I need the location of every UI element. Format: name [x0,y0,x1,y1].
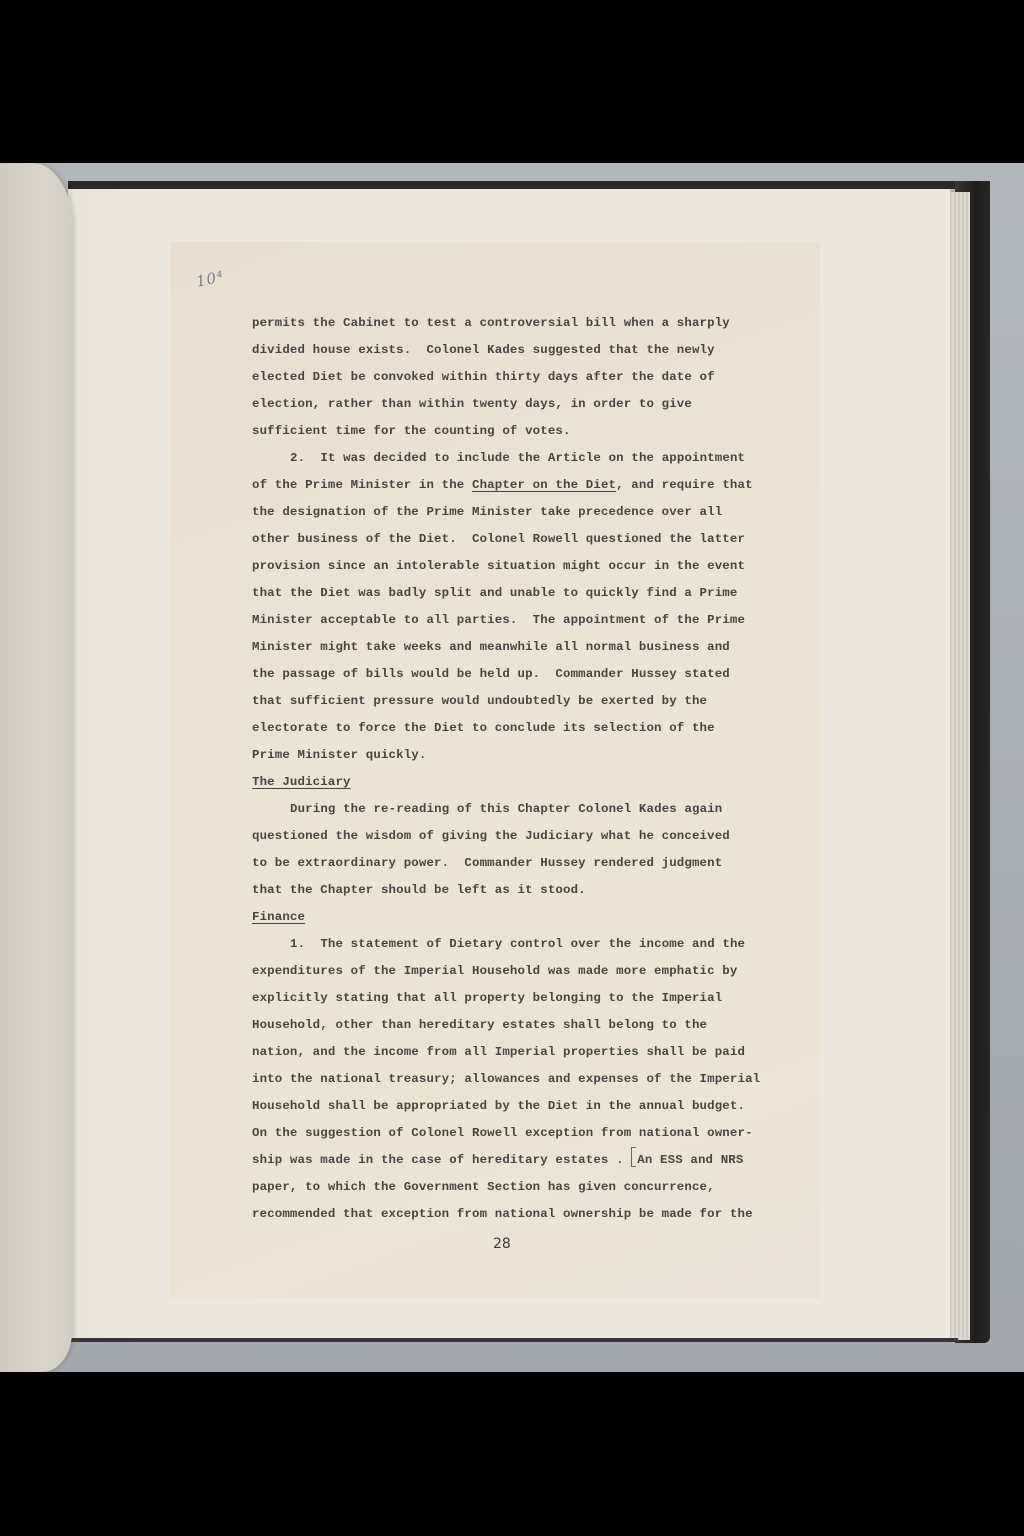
bracketed-line [252,1147,812,1174]
text-line: Household, other than hereditary estates shall belong to the [252,1018,708,1032]
book-cover-bottom-edge [68,1338,958,1342]
book-cover-top-edge [68,181,990,189]
text-line: permits the Cabinet to test a controversial bill when a sharply [252,316,730,330]
text-line: other business of the Diet. Colonel Rowell questioned the latter [252,532,746,546]
text-line: the designation of the Prime Minister take precedence over all [252,505,723,519]
text-line: electorate to force the Diet to conclude its selection of the [252,721,715,735]
text-line: provision since an intolerable situation might occur in the event [252,559,746,573]
text-line: During the re-reading of this Chapter Colonel Kades again [290,802,723,816]
text-line: the passage of bills would be held up. Commander Hussey stated [252,667,730,681]
handwritten-annotation: 10⁴ [194,267,226,291]
section-heading-finance [252,904,812,931]
text-line: expenditures of the Imperial Household was made more emphatic by [252,964,738,978]
text-line: that the Chapter should be left as it stood. [252,883,586,897]
text-line: questioned the wisdom of giving the Judiciary what he conceived [252,829,730,843]
text-span: ship was made in the case of hereditary estates . [252,1153,632,1167]
bottom-black-bar [0,1372,1024,1536]
text-line: paper, to which the Government Section has given concurrence, [252,1180,715,1194]
text-line: Minister might take weeks and meanwhile all normal business and [252,640,730,654]
heading-text: The Judiciary [252,775,351,789]
top-black-bar [0,0,1024,163]
text-line: into the national treasury; allowances and expenses of the Imperial [252,1072,761,1086]
text-line: elected Diet be convoked within thirty days after the date of [252,370,715,384]
left-page-curl [0,163,72,1372]
text-line: On the suggestion of Colonel Rowell exception from national owner- [252,1126,753,1140]
text-line: that sufficient pressure would undoubtedly be exerted by the [252,694,708,708]
item-2-second-line [252,472,812,499]
text-line: Household shall be appropriated by the Diet in the annual budget. [252,1099,746,1113]
underlined-phrase: Chapter on the Diet [471,478,617,492]
text-line: recommended that exception from national ownership be made for the [252,1207,753,1221]
text-line: divided house exists. Colonel Kades suggested that the newly [252,343,715,357]
text-span: The statement of Dietary control over the income and the [320,937,746,951]
text-span: of the Prime Minister in the [252,478,472,492]
text-line: to be extraordinary power. Commander Hussey rendered judgment [252,856,723,870]
text-span: It was decided to include the Article on the appointment [320,451,746,465]
text-line: Minister acceptable to all parties. The appointment of the Prime [252,613,746,627]
finance-item-1-first-line [252,931,812,958]
text-line: that the Diet was badly split and unable to quickly find a Prime [252,586,738,600]
text-span: An ESS and NRS [637,1153,744,1167]
section-heading-judiciary [252,769,812,796]
item-number: 1. [290,937,306,951]
book-page-edges [948,192,970,1340]
text-line: Prime Minister quickly. [252,748,427,762]
item-number: 2. [290,451,306,465]
text-line: sufficient time for the counting of votes. [252,424,571,438]
text-line: explicitly stating that all property belonging to the Imperial [252,991,723,1005]
document-body [252,310,812,1228]
item-2-first-line [252,445,812,472]
bracket-mark-icon [631,1147,636,1167]
text-line: election, rather than within twenty days, in order to give [252,397,692,411]
text-line: nation, and the income from all Imperial properties shall be paid [252,1045,746,1059]
text-span: , and require that [616,478,753,492]
heading-text: Finance [252,910,306,924]
page-number: 28 [493,1236,511,1252]
